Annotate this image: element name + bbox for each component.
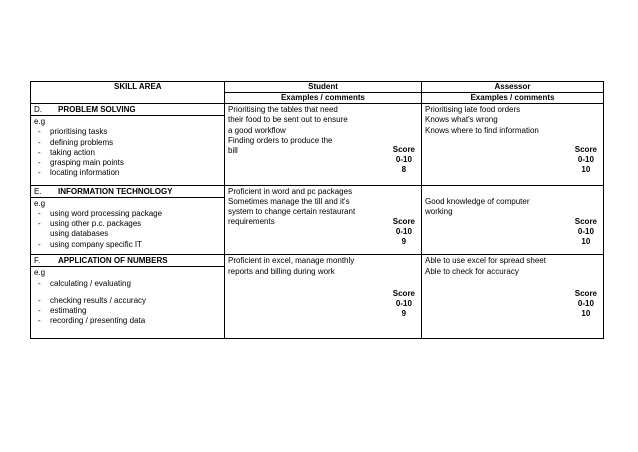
list-item: - checking results / accuracy [50, 296, 222, 306]
student-comment-cell-d [225, 104, 422, 186]
assessor-comment-cell-e [422, 185, 604, 255]
assessor-examples-header: Examples / comments [422, 93, 604, 104]
list-item: - locating information [50, 168, 222, 178]
list-item: - using other p.c. packages [50, 219, 222, 229]
list-item: - calculating / evaluating [50, 279, 222, 289]
assessor-score-d: Score 0-10 10 [574, 145, 597, 175]
student-score-f: Score 0-10 9 [392, 289, 415, 319]
assessor-comment-f: Able to use excel for spread sheet Able to check for accuracy [425, 256, 546, 276]
list-item: - using company specific IT [50, 240, 222, 250]
assessor-comment-cell-d [422, 104, 604, 186]
student-comment-f: Proficient in excel, manage monthly reports and billing during work [228, 256, 355, 276]
assessor-comment-d: Prioritising late food orders Knows what's wrong Knows where to find information [425, 105, 539, 135]
student-score-d: Score 0-10 8 [392, 145, 415, 175]
student-comment-cell-e [225, 185, 422, 255]
section-title-f: F. APPLICATION OF NUMBERS [31, 255, 225, 267]
skill-area-header: SKILL AREA [31, 82, 225, 104]
student-header: Student [225, 82, 422, 93]
section-title-d: D. PROBLEM SOLVING [31, 104, 225, 116]
list-item: - using word processing package [50, 209, 222, 219]
assessor-header: Assessor [422, 82, 604, 93]
student-comment-d: Prioritising the tables that need their food to be sent out to ensure a good workflow Finding orders to produce the bill [228, 105, 348, 155]
student-comment-e: Proficient in word and pc packages Sometimes manage the till and it's system to change certain restaurant requirements [228, 186, 356, 227]
list-item: - estimating [50, 306, 222, 316]
student-score-e: Score 0-10 9 [392, 216, 415, 246]
assessor-comment-cell-f [422, 255, 604, 339]
examples-e: e.g - using word processing package - using other p.c. packages using databases - using company specific IT [31, 197, 225, 254]
student-examples-header: Examples / comments [225, 93, 422, 104]
list-item: - taking action [50, 148, 222, 158]
examples-d: e.g - prioritising tasks - defining problems - taking action - grasping main points - locating information [31, 116, 225, 186]
assessor-comment-e: Good knowledge of computer working [425, 196, 530, 216]
assessor-score-e: Score 0-10 10 [574, 216, 597, 246]
list-item: - grasping main points [50, 158, 222, 168]
list-item: using databases [50, 229, 109, 239]
list-item: - recording / presenting data [50, 316, 222, 326]
examples-f: e.g - calculating / evaluating - checking results / accuracy - estimating - recording / presenting data [31, 267, 225, 339]
list-item: - prioritising tasks [50, 127, 222, 137]
list-item: - defining problems [50, 138, 222, 148]
assessor-score-f: Score 0-10 10 [574, 289, 597, 319]
assessment-table [30, 81, 604, 339]
student-comment-cell-f [225, 255, 422, 339]
section-title-e: E. INFORMATION TECHNOLOGY [31, 185, 225, 197]
